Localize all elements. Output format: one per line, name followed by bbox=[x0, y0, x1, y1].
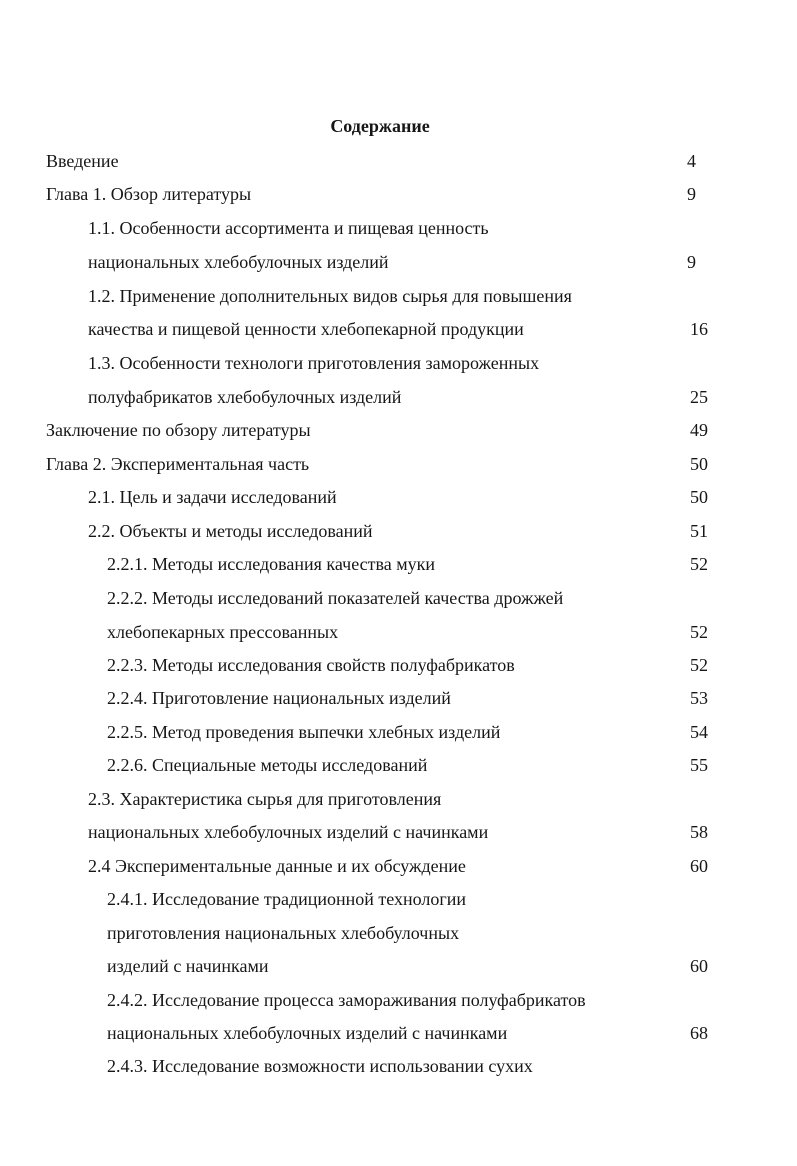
toc-title: Содержание bbox=[330, 116, 430, 136]
toc-entry-1-2: 1.2. Применение дополнительных видов сырья для повышения bbox=[88, 286, 572, 306]
toc-page-number: 25 bbox=[690, 387, 708, 407]
toc-page-number: 51 bbox=[690, 521, 708, 541]
toc-page-number: 58 bbox=[690, 822, 708, 842]
toc-entry-2-4: 2.4 Экспериментальные данные и их обсуждение bbox=[88, 856, 466, 876]
toc-entry-2-2-2: 2.2.2. Методы исследований показателей качества дрожжей bbox=[107, 588, 564, 608]
toc-page-number: 50 bbox=[690, 454, 708, 474]
toc-page-number: 9 bbox=[687, 252, 696, 272]
toc-entry-1-1-cont: национальных хлебобулочных изделий bbox=[88, 252, 389, 272]
toc-entry-1-1: 1.1. Особенности ассортимента и пищевая ценность bbox=[88, 218, 489, 238]
toc-page-number: 50 bbox=[690, 487, 708, 507]
toc-entry-introduction: Введение bbox=[46, 151, 119, 171]
toc-entry-2-4-1: 2.4.1. Исследование традиционной технологии bbox=[107, 889, 467, 909]
toc-entry-2-2-2-cont: хлебопекарных прессованных bbox=[107, 622, 339, 642]
toc-page-number: 9 bbox=[687, 184, 696, 204]
toc-entry-2-2-5: 2.2.5. Метод проведения выпечки хлебных изделий bbox=[107, 722, 501, 742]
toc-page-number: 55 bbox=[690, 755, 708, 775]
toc-page-number: 49 bbox=[690, 420, 708, 440]
toc-page-number: 52 bbox=[690, 655, 708, 675]
toc-entry-2-1: 2.1. Цель и задачи исследований bbox=[88, 487, 337, 507]
toc-page-number: 54 bbox=[690, 722, 708, 742]
toc-page-number: 4 bbox=[687, 151, 696, 171]
toc-entry-1-3-cont: полуфабрикатов хлебобулочных изделий bbox=[88, 387, 402, 407]
toc-entry-chapter-1: Глава 1. Обзор литературы bbox=[46, 184, 252, 204]
toc-entry-conclusion: Заключение по обзору литературы bbox=[46, 420, 311, 440]
toc-page-number: 52 bbox=[690, 554, 708, 574]
toc-entry-1-3: 1.3. Особенности технологи приготовления замороженных bbox=[88, 353, 540, 373]
toc-entry-2-4-1-cont2: изделий с начинками bbox=[107, 956, 269, 976]
toc-entry-1-2-cont: качества и пищевой ценности хлебопекарной продукции bbox=[88, 319, 524, 339]
toc-entry-2-4-2: 2.4.2. Исследование процесса замораживания полуфабрикатов bbox=[107, 990, 586, 1010]
toc-entry-2-3: 2.3. Характеристика сырья для приготовления bbox=[88, 789, 442, 809]
toc-entry-chapter-2: Глава 2. Экспериментальная часть bbox=[46, 454, 310, 474]
toc-page-number: 16 bbox=[690, 319, 708, 339]
toc-page-number: 68 bbox=[690, 1023, 708, 1043]
toc-entry-2-4-1-cont: приготовления национальных хлебобулочных bbox=[107, 923, 460, 943]
toc-entry-2-4-2-cont: национальных хлебобулочных изделий с начинками bbox=[107, 1023, 508, 1043]
toc-page-number: 52 bbox=[690, 622, 708, 642]
toc-entry-2-2-3: 2.2.3. Методы исследования свойств полуфабрикатов bbox=[107, 655, 515, 675]
toc-page-number: 53 bbox=[690, 688, 708, 708]
toc-page-number: 60 bbox=[690, 956, 708, 976]
toc-entry-2-2-6: 2.2.6. Специальные методы исследований bbox=[107, 755, 428, 775]
toc-entry-2-2-1: 2.2.1. Методы исследования качества муки bbox=[107, 554, 436, 574]
toc-entry-2-2: 2.2. Объекты и методы исследований bbox=[88, 521, 373, 541]
toc-entry-2-3-cont: национальных хлебобулочных изделий с начинками bbox=[88, 822, 489, 842]
toc-page-number: 60 bbox=[690, 856, 708, 876]
toc-entry-2-2-4: 2.2.4. Приготовление национальных изделий bbox=[107, 688, 451, 708]
toc-entry-2-4-3: 2.4.3. Исследование возможности использовании сухих bbox=[107, 1056, 533, 1076]
